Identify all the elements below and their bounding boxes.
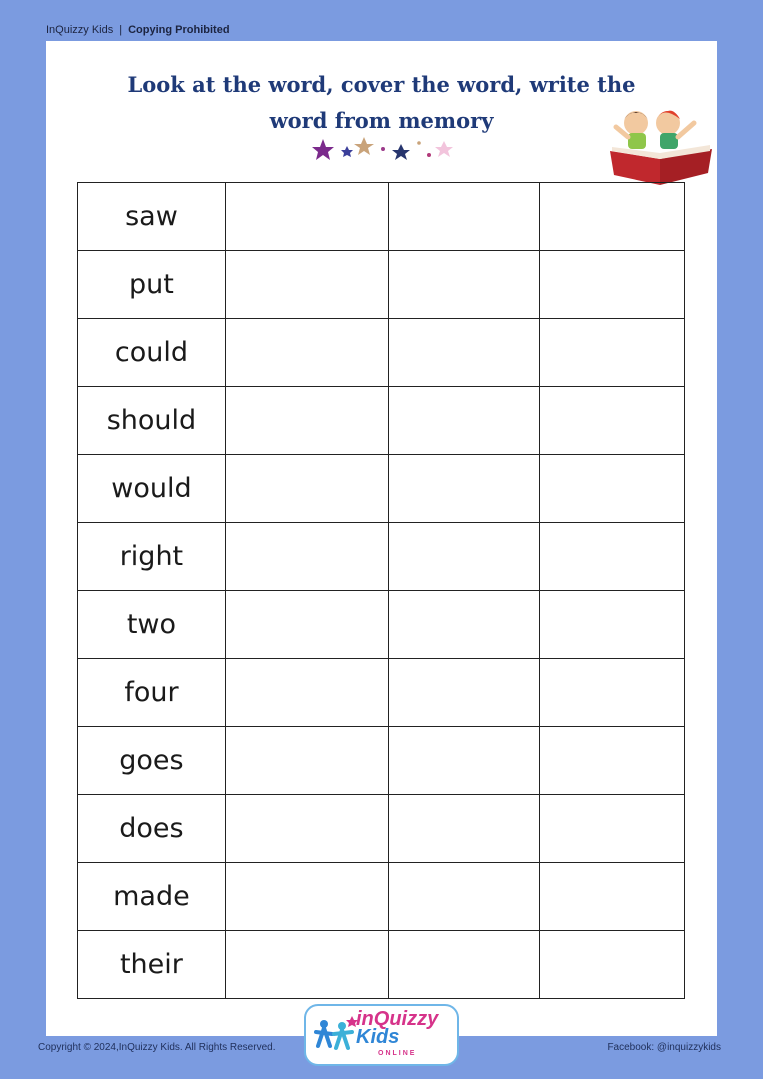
write-cell[interactable] [540, 591, 685, 659]
write-cell[interactable] [540, 319, 685, 387]
word-cell: saw [78, 183, 226, 251]
write-cell[interactable] [225, 251, 388, 319]
title-line-2: word from memory [269, 108, 494, 133]
word-cell: could [78, 319, 226, 387]
write-cell[interactable] [540, 795, 685, 863]
table-row [78, 319, 685, 387]
stars-decoration-icon [311, 137, 456, 167]
word-cell: would [78, 455, 226, 523]
top-bar [46, 24, 230, 36]
write-cell[interactable] [225, 523, 388, 591]
spelling-practice-table [77, 182, 685, 999]
worksheet-page [46, 41, 717, 1036]
write-cell[interactable] [225, 795, 388, 863]
brand-label: InQuizzy Kids [46, 24, 114, 36]
write-cell[interactable] [540, 931, 685, 999]
word-cell: should [78, 387, 226, 455]
write-cell[interactable] [388, 319, 540, 387]
write-cell[interactable] [225, 931, 388, 999]
write-cell[interactable] [540, 387, 685, 455]
word-cell: goes [78, 727, 226, 795]
table-row [78, 727, 685, 795]
table-row [78, 931, 685, 999]
title-line-1: Look at the word, cover the word, write the [127, 72, 636, 97]
write-cell[interactable] [540, 863, 685, 931]
write-cell[interactable] [388, 387, 540, 455]
write-cell[interactable] [540, 183, 685, 251]
write-cell[interactable] [388, 183, 540, 251]
word-cell: their [78, 931, 226, 999]
facebook-handle: Facebook: @inquizzykids [607, 1042, 721, 1053]
write-cell[interactable] [225, 727, 388, 795]
word-cell: right [78, 523, 226, 591]
write-cell[interactable] [388, 455, 540, 523]
copyright-text: Copyright © 2024,InQuizzy Kids. All Rights Reserved. [38, 1042, 276, 1053]
write-cell[interactable] [540, 455, 685, 523]
table-row [78, 863, 685, 931]
write-cell[interactable] [388, 251, 540, 319]
write-cell[interactable] [388, 795, 540, 863]
write-cell[interactable] [388, 931, 540, 999]
logo-wordmark [356, 1010, 438, 1046]
logo-main-text: inQuizzy [356, 1008, 439, 1030]
write-cell[interactable] [388, 523, 540, 591]
write-cell[interactable] [388, 727, 540, 795]
word-cell: does [78, 795, 226, 863]
table-row [78, 659, 685, 727]
table-row [78, 183, 685, 251]
write-cell[interactable] [540, 523, 685, 591]
inquizzy-logo [304, 1004, 459, 1066]
table-row [78, 795, 685, 863]
logo-online-text: ONLINE [378, 1050, 417, 1057]
write-cell[interactable] [225, 455, 388, 523]
write-cell[interactable] [225, 659, 388, 727]
separator: | [119, 24, 123, 36]
word-cell: put [78, 251, 226, 319]
kids-figures-icon [314, 1016, 358, 1056]
table-row [78, 455, 685, 523]
write-cell[interactable] [225, 183, 388, 251]
write-cell[interactable] [225, 863, 388, 931]
write-cell[interactable] [225, 319, 388, 387]
kids-on-book-icon [606, 101, 716, 189]
write-cell[interactable] [388, 591, 540, 659]
word-cell: made [78, 863, 226, 931]
table-row [78, 387, 685, 455]
table-row [78, 251, 685, 319]
write-cell[interactable] [540, 727, 685, 795]
copy-notice: Copying Prohibited [128, 24, 230, 36]
write-cell[interactable] [225, 591, 388, 659]
word-cell: two [78, 591, 226, 659]
word-cell: four [78, 659, 226, 727]
write-cell[interactable] [540, 251, 685, 319]
write-cell[interactable] [388, 659, 540, 727]
table-row [78, 591, 685, 659]
write-cell[interactable] [388, 863, 540, 931]
write-cell[interactable] [540, 659, 685, 727]
write-cell[interactable] [225, 387, 388, 455]
table-row [78, 523, 685, 591]
logo-kids-text: Kids [356, 1026, 400, 1048]
